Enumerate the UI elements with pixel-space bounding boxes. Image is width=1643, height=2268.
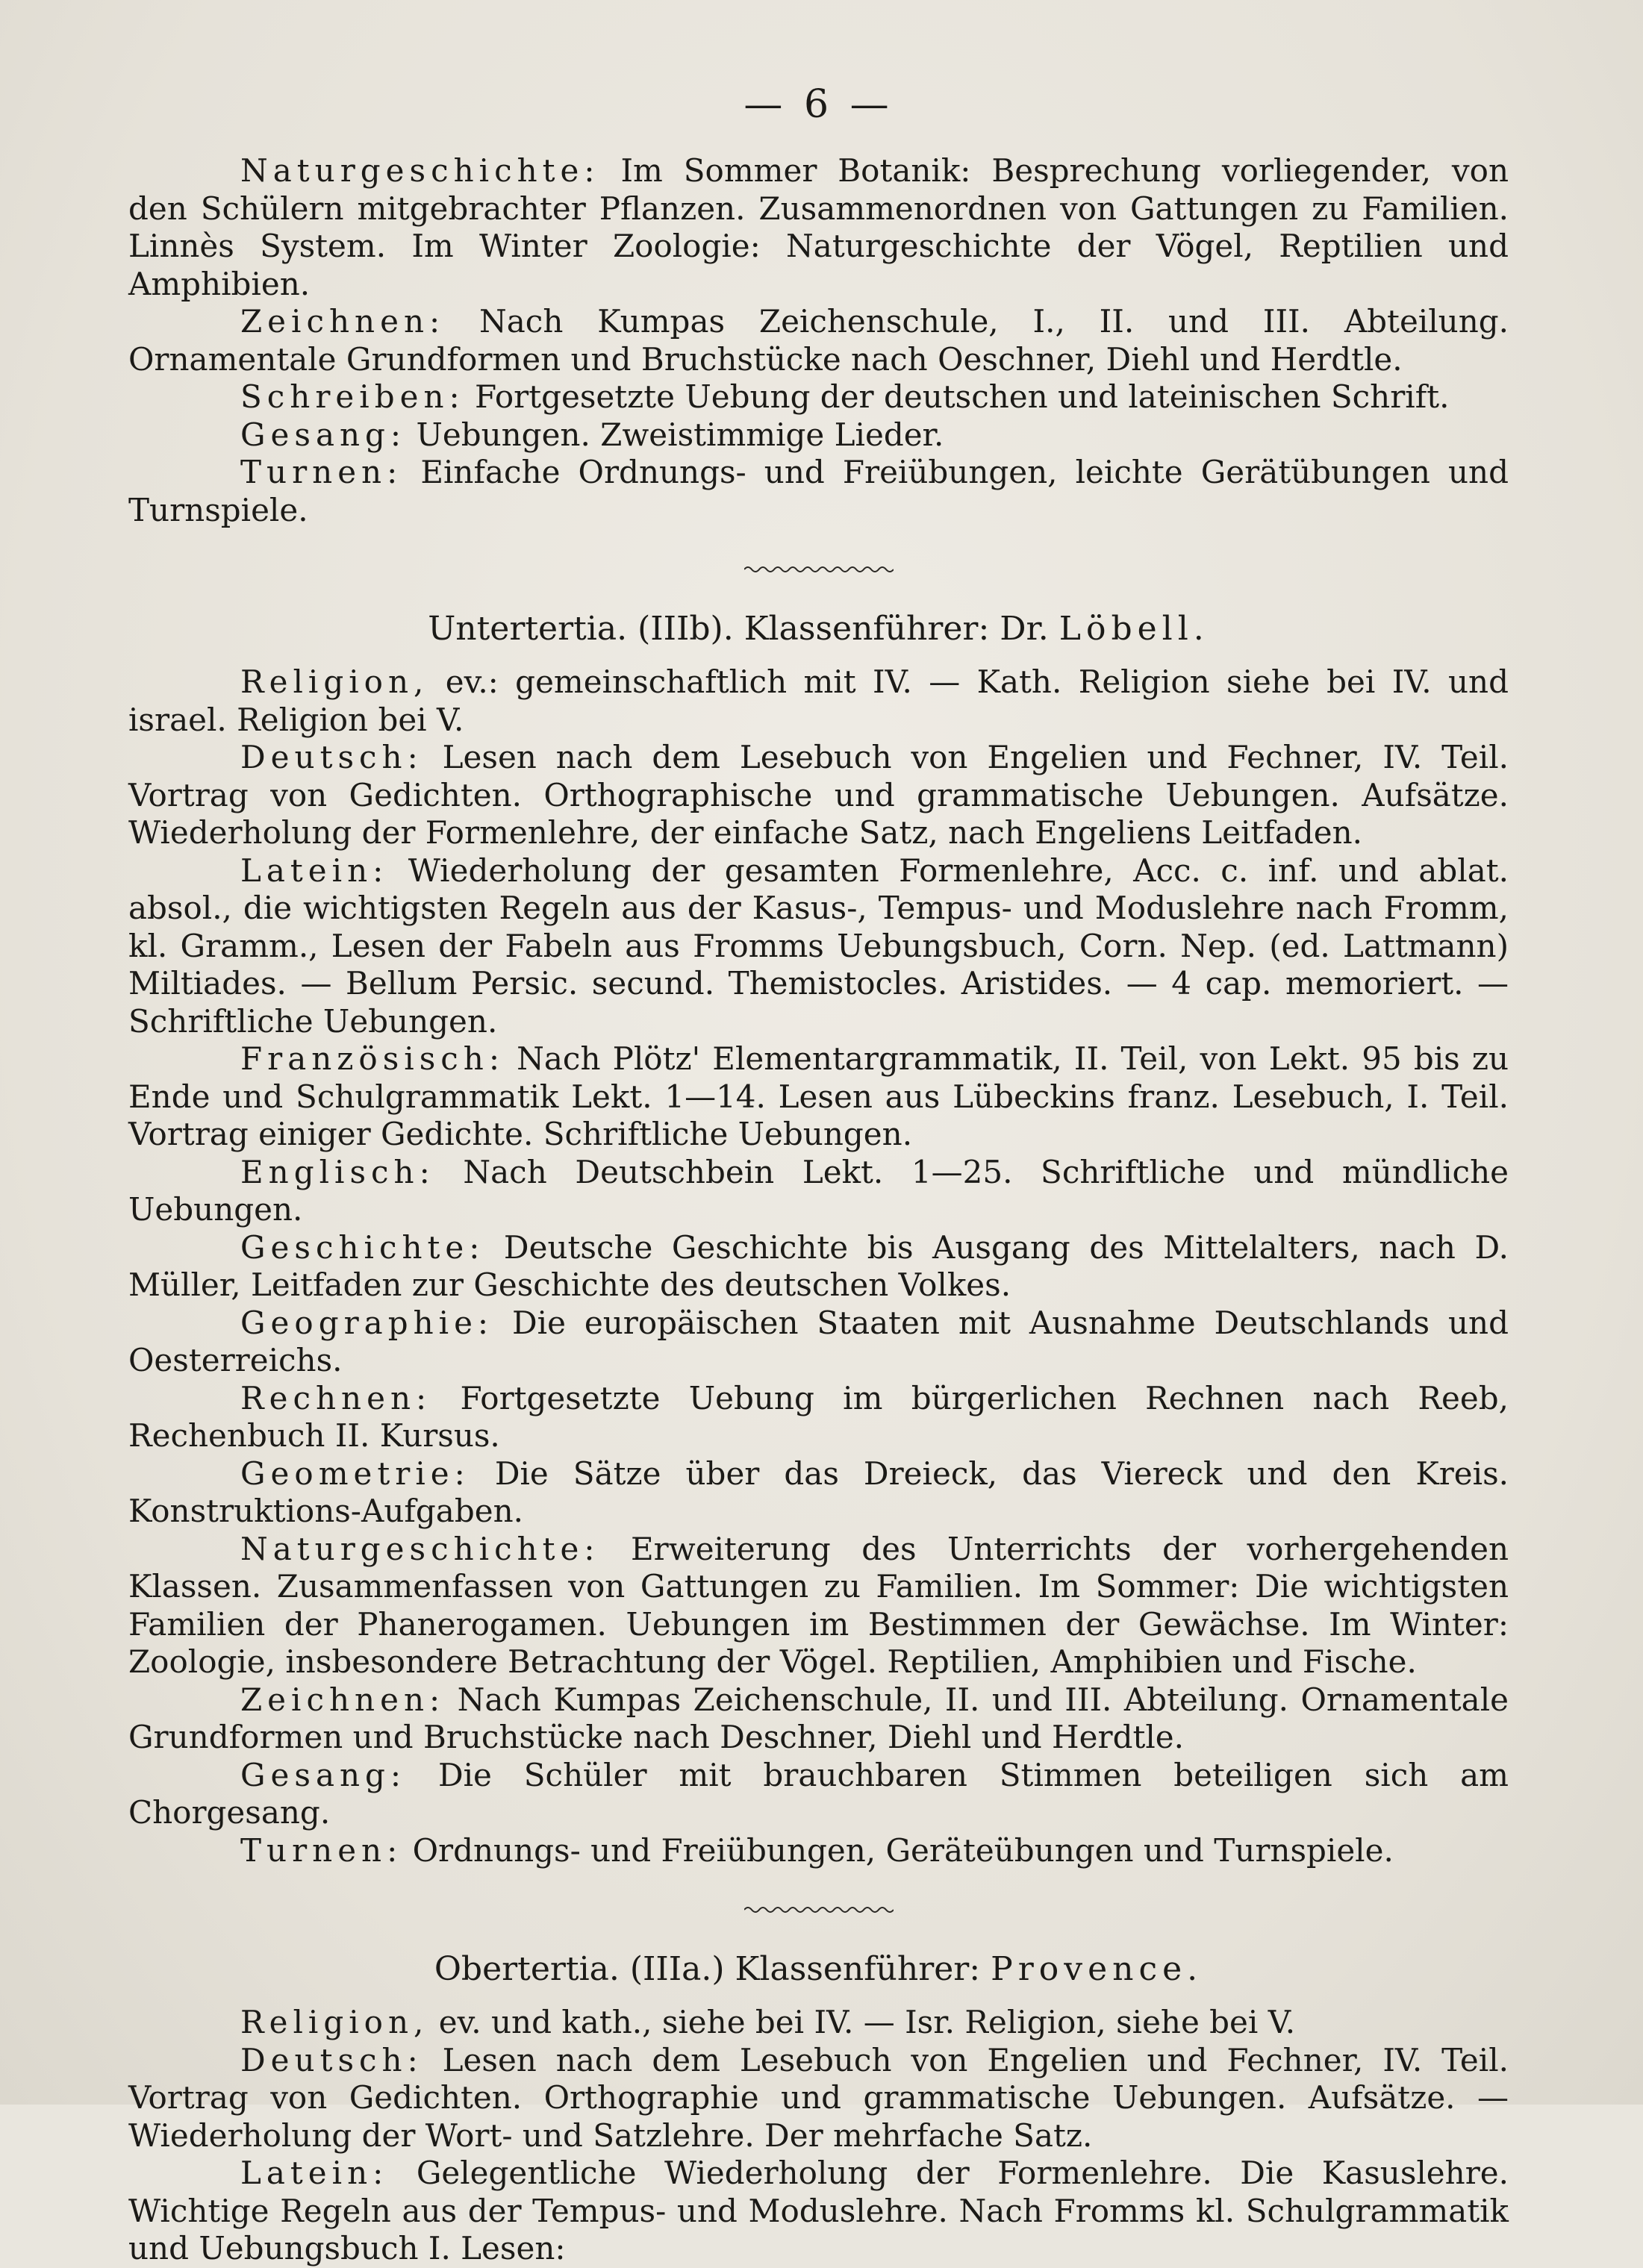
paragraph-text: Erweiterung des Unterrichts der vorhergehenden Klassen. Zusammenfassen von Gattungen zu Familien. Im Sommer: Die wichtigsten Familien der Phanerogamen. Uebungen im Bestimmen der Gewächse. Im Winter: Zoologie, insbesondere Betrachtung der Vögel. Reptilien, Amphibien und Fische. <box>128 1530 1509 1680</box>
section-obertertia <box>128 1950 1509 2268</box>
paragraph-englisch <box>128 1154 1509 1229</box>
paragraph-turnen <box>128 1832 1509 1870</box>
subject-label: Religion, <box>240 663 429 700</box>
paragraph-naturgeschichte <box>128 152 1509 303</box>
paragraph-text: Nach Kumpas Zeichenschule, I., II. und III. Abteilung. Ornamentale Grundformen und Bruchstücke nach Oeschner, Diehl und Herdtle. <box>128 303 1509 378</box>
subject-label: Gesang: <box>240 416 407 453</box>
paragraph-text: Nach Kumpas Zeichenschule, II. und III. Abteilung. Ornamentale Grundformen und Bruchstücke nach Deschner, Diehl und Herdtle. <box>128 1681 1509 1755</box>
subject-label: Zeichnen: <box>240 303 446 340</box>
subject-label: Gesang: <box>240 1756 407 1793</box>
subject-label: Naturgeschichte: <box>240 152 600 189</box>
paragraph-text: Fortgesetzte Uebung der deutschen und lateinischen Schrift. <box>464 378 1450 415</box>
subject-label: Turnen: <box>240 454 403 490</box>
paragraph-geographie <box>128 1305 1509 1380</box>
paragraph-text: Im Sommer Botanik: Besprechung vorliegender, von den Schülern mitgebrachter Pflanzen. Zusammenordnen von Gattungen zu Familien. Linnès System. Im Winter Zoologie: Naturgeschichte der Vögel, Reptilien und Amphibien. <box>128 152 1509 302</box>
paragraph-latein <box>128 2155 1509 2268</box>
section-heading <box>128 1950 1509 1989</box>
paragraph-turnen <box>128 454 1509 529</box>
paragraph-text: Die Sätze über das Dreieck, das Viereck und den Kreis. Konstruktions-Aufgaben. <box>128 1455 1509 1529</box>
paragraph-text: Lesen nach dem Lesebuch von Engelien und Fechner, IV. Teil. Vortrag von Gedichten. Orthographische und grammatische Uebungen. Aufsätze. Wiederholung der Formenlehre, der einfache Satz, nach Engeliens Leitfaden. <box>128 739 1509 851</box>
paragraph-text: Wiederholung der gesamten Formenlehre, Acc. c. inf. und ablat. absol., die wichtigsten Regeln aus der Kasus-, Tempus- und Moduslehre nach Fromm, kl. Gramm., Lesen der Fabeln aus Fromms Uebungsbuch, Corn. Nep. (ed. Lattmann) Miltiades. — Bellum Persic. secund. Themistocles. Aristides. — 4 cap. memoriert. — Schriftliche Uebungen. <box>128 852 1509 1040</box>
paragraph-geometrie <box>128 1455 1509 1531</box>
paragraph-text: Die europäischen Staaten mit Ausnahme Deutschlands und Oesterreichs. <box>128 1304 1509 1378</box>
wavy-line-icon <box>744 562 894 577</box>
paragraph-gesang <box>128 416 1509 454</box>
paragraph-religion <box>128 663 1509 739</box>
paragraph-text: Fortgesetzte Uebung im bürgerlichen Rechnen nach Reeb, Rechenbuch II. Kursus. <box>128 1379 1509 1454</box>
subject-label: Turnen: <box>240 1831 403 1869</box>
paragraph-text: Gelegentliche Wiederholung der Formenlehre. Die Kasuslehre. Wichtige Regeln aus der Tempus- und Moduslehre. Nach Fromms kl. Schulgrammatik und Uebungsbuch I. Lesen: <box>128 2155 1509 2267</box>
section-heading <box>128 610 1509 649</box>
subject-label: Geometrie: <box>240 1455 470 1492</box>
subject-label: Englisch: <box>240 1153 435 1190</box>
subject-label: Deutsch: <box>240 2041 423 2078</box>
class-leader-name: Provence. <box>991 1950 1203 1988</box>
subject-label: Religion, <box>240 2004 429 2040</box>
paragraph-text: Einfache Ordnungs- und Freiübungen, leichte Gerätübungen und Turnspiele. <box>128 454 1509 528</box>
wavy-divider <box>128 1895 1509 1925</box>
paragraph-latein <box>128 852 1509 1041</box>
top-section <box>128 152 1509 529</box>
paragraph-franzoesisch <box>128 1040 1509 1154</box>
paragraph-text: Ordnungs- und Freiübungen, Geräteübungen und Turnspiele. <box>402 1831 1394 1869</box>
paragraph-schreiben <box>128 378 1509 416</box>
paragraph-text: ev. und kath., siehe bei IV. — Isr. Religion, siehe bei V. <box>428 2004 1296 2040</box>
page-number: — 6 — <box>743 82 894 127</box>
wavy-line-icon <box>744 1902 894 1917</box>
paragraph-deutsch <box>128 2042 1509 2155</box>
paragraph-rechnen <box>128 1380 1509 1455</box>
subject-label: Naturgeschichte: <box>240 1530 600 1567</box>
subject-label: Rechnen: <box>240 1379 432 1416</box>
subject-label: Zeichnen: <box>240 1681 446 1718</box>
paragraph-text: Uebungen. Zweistimmige Lieder. <box>406 416 944 453</box>
paragraph-text: ev.: gemeinschaftlich mit IV. — Kath. Religion siehe bei IV. und israel. Religion bei V. <box>128 663 1509 738</box>
class-leader-name: Löbell. <box>1059 610 1209 648</box>
subject-label: Deutsch: <box>240 739 423 775</box>
wavy-divider <box>128 554 1509 584</box>
paragraph-religion <box>128 2004 1509 2042</box>
paragraph-text: Nach Plötz' Elementargrammatik, II. Teil, von Lekt. 95 bis zu Ende und Schulgrammatik Lekt. 1—14. Lesen aus Lübeckins franz. Lesebuch, I. Teil. Vortrag einiger Gedichte. Schriftliche Uebungen. <box>128 1040 1509 1152</box>
heading-prefix: Obertertia. (IIIa.) Klassenführer: <box>434 1950 981 1988</box>
paragraph-text: Die Schüler mit brauchbaren Stimmen beteiligen sich am Chorgesang. <box>128 1756 1509 1831</box>
subject-label: Schreiben: <box>240 378 465 415</box>
subject-label: Geographie: <box>240 1304 494 1341</box>
paragraph-geschichte <box>128 1229 1509 1305</box>
subject-label: Geschichte: <box>240 1228 485 1266</box>
paragraph-naturgeschichte <box>128 1531 1509 1681</box>
paragraph-text: Nach Deutschbein Lekt. 1—25. Schriftliche und mündliche Uebungen. <box>128 1153 1509 1228</box>
paragraph-gesang <box>128 1757 1509 1832</box>
paragraph-text: Deutsche Geschichte bis Ausgang des Mittelalters, nach D. Müller, Leitfaden zur Geschichte des deutschen Volkes. <box>128 1228 1509 1303</box>
paragraph-text: Lesen nach dem Lesebuch von Engelien und Fechner, IV. Teil. Vortrag von Gedichten. Orthographie und grammatische Uebungen. Aufsätze. — Wiederholung der Wort- und Satzlehre. Der mehrfache Satz. <box>128 2041 1509 2154</box>
heading-prefix: Untertertia. (IIIb). Klassenführer: Dr. <box>428 610 1049 648</box>
subject-label: Latein: <box>240 2155 389 2191</box>
subject-label: Französisch: <box>240 1040 505 1077</box>
paragraph-zeichnen <box>128 303 1509 378</box>
section-untertertia <box>128 610 1509 1869</box>
paragraph-deutsch <box>128 739 1509 852</box>
paragraph-zeichnen <box>128 1681 1509 1757</box>
subject-label: Latein: <box>240 852 389 889</box>
